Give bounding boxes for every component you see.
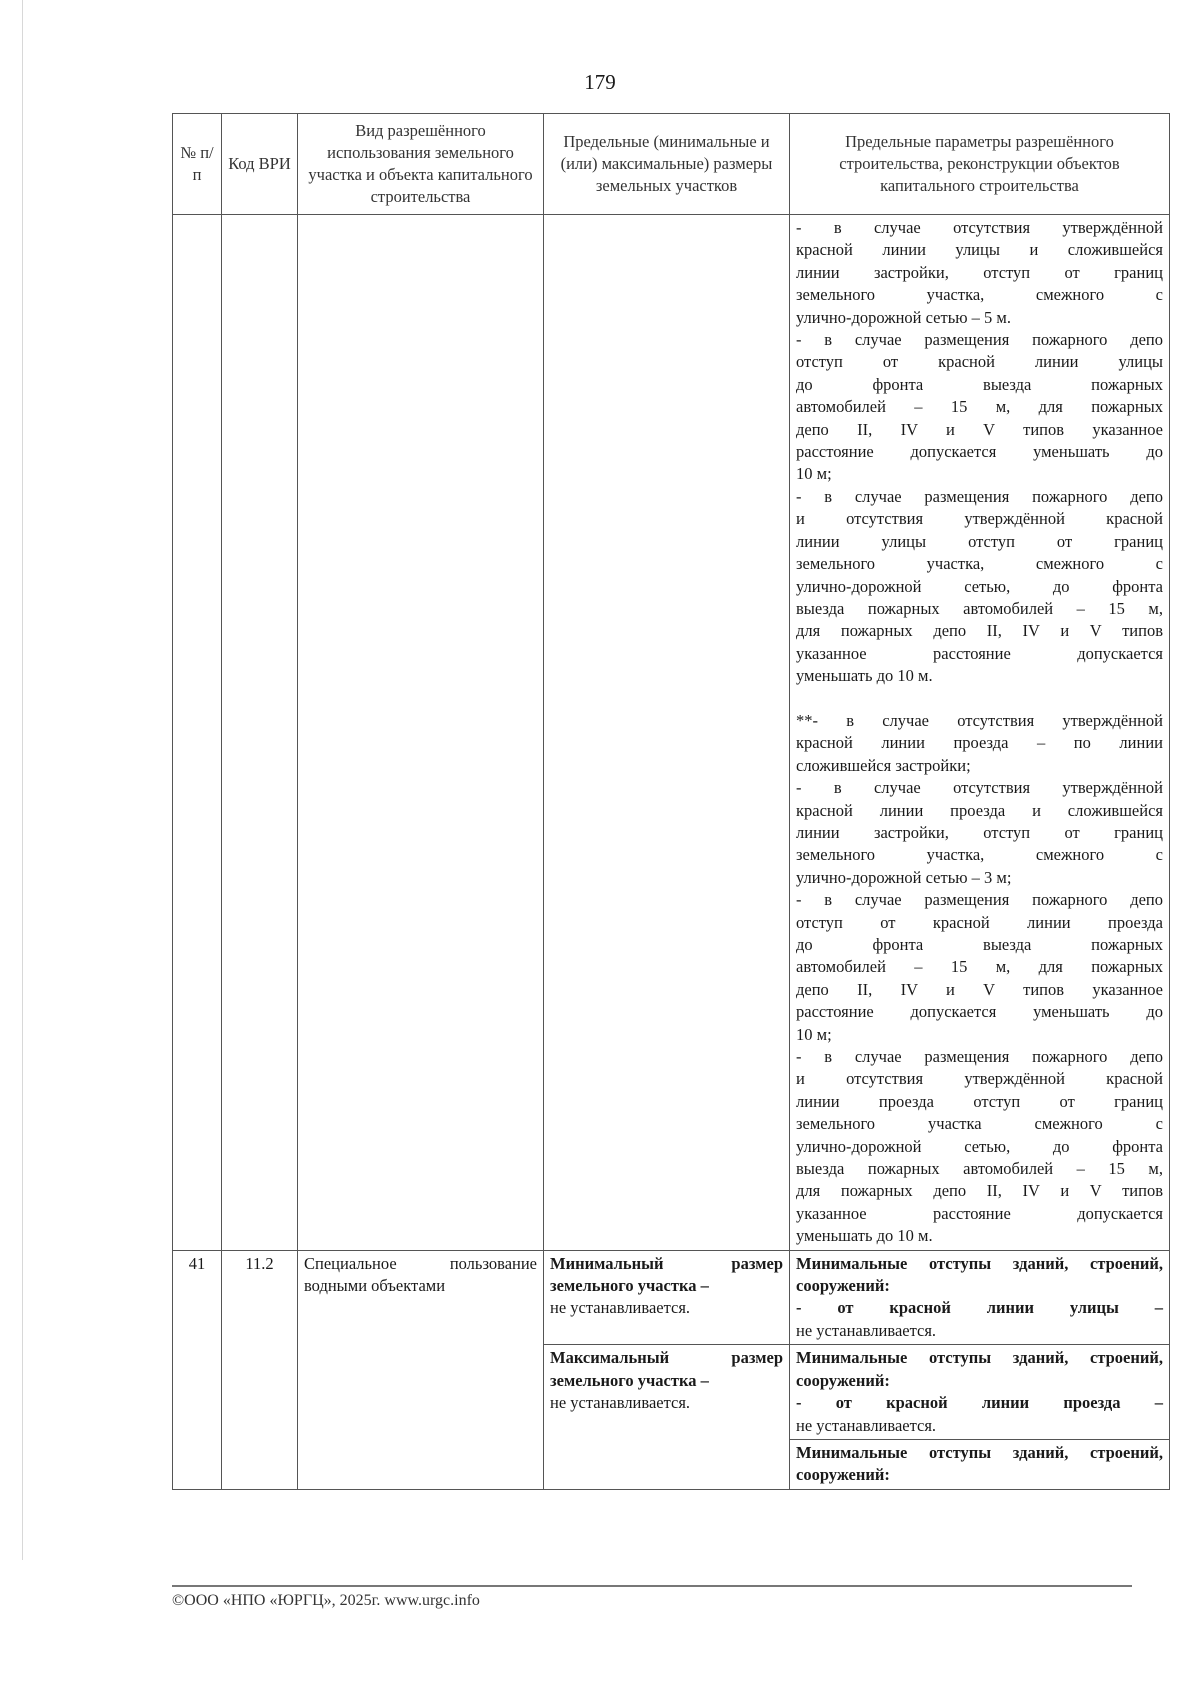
text-line: выезда пожарных автомобилей – 15 м, <box>796 1159 1163 1179</box>
text-line: автомобилей – 15 м, для пожарных <box>796 397 1163 417</box>
text-line: выезда пожарных автомобилей – 15 м, <box>796 598 1163 618</box>
size-max-title: Максимальный размер земельного участка – <box>550 1348 783 1390</box>
header-parameters: Предельные параметры разрешённого строительства, реконструкции объектов капитального строительства <box>790 114 1170 215</box>
page-number: 179 <box>584 70 616 94</box>
text-line: красной линии улицы и сложившейся <box>796 240 1163 260</box>
size-min-title: Минимальный размер земельного участка – <box>550 1253 783 1296</box>
header-code: Код ВРИ <box>222 114 298 215</box>
cell-empty <box>173 215 222 1251</box>
table-row-continuation <box>173 215 1170 1251</box>
text-line: - в случае размещения пожарного депо <box>796 890 1163 910</box>
text-line: для пожарных депо II, IV и V типов <box>796 621 1163 641</box>
cell-size-min <box>544 1250 790 1345</box>
scan-margin-line <box>22 0 23 1560</box>
text-line: расстояние допускается уменьшать до <box>796 442 1163 462</box>
table-header-row <box>173 114 1170 215</box>
param-1-value: не устанавливается. <box>796 1320 937 1340</box>
cell-empty <box>222 215 298 1251</box>
text-line: земельного участка, смежного с <box>796 845 1163 865</box>
text-line: и отсутствия утверждённой красной <box>796 1069 1163 1089</box>
param-1-text: - от красной линии улицы – <box>796 1298 1163 1318</box>
text-line: автомобилей – 15 м, для пожарных <box>796 957 1163 977</box>
cell-param-1 <box>790 1250 1170 1345</box>
cell-parameters-continuation <box>790 215 1170 1251</box>
size-min-value: не устанавливается. <box>550 1298 691 1318</box>
text-line: - в случае отсутствия утверждённой <box>796 778 1163 798</box>
cell-number: 41 <box>173 1250 222 1489</box>
text-line: улично-дорожной сетью, до фронта <box>796 1136 1163 1156</box>
text-line: 10 м; <box>796 1024 832 1044</box>
param-2-value: не устанавливается. <box>796 1415 937 1435</box>
header-number: № п/п <box>173 114 222 215</box>
text-line: отступ от красной линии улицы <box>796 352 1163 372</box>
text-line: **- в случае отсутствия утверждённой <box>796 710 1163 730</box>
param-2-text: - от красной линии проезда – <box>796 1393 1163 1413</box>
text-line: отступ от красной линии проезда <box>796 912 1163 932</box>
cell-param-2 <box>790 1345 1170 1440</box>
param-2-title: Минимальные отступы зданий, строений, сооружений: <box>796 1348 1163 1390</box>
text-line: до фронта выезда пожарных <box>796 374 1163 394</box>
cell-code: 11.2 <box>222 1250 298 1489</box>
text-line: указанное расстояние допускается <box>796 643 1163 663</box>
use-name-text: Специальное пользование водными объектами <box>304 1253 537 1296</box>
text-line: улично-дорожной сетью – 3 м; <box>796 867 1012 887</box>
regulations-table <box>172 113 1170 1490</box>
param-3-title: Минимальные отступы зданий, строений, сооружений: <box>796 1442 1163 1485</box>
text-line: до фронта выезда пожарных <box>796 934 1163 954</box>
text-line: линии застройки, отступ от границ <box>796 262 1163 282</box>
text-line: для пожарных депо II, IV и V типов <box>796 1181 1163 1201</box>
text-line: земельного участка, смежного с <box>796 285 1163 305</box>
paragraph-gap <box>796 688 1163 710</box>
text-line: красной линии проезда – по линии <box>796 733 1163 753</box>
text-line: - в случае отсутствия утверждённой <box>796 218 1163 237</box>
text-line: 10 м; <box>796 464 832 484</box>
text-line: - в случае размещения пожарного депо <box>796 1047 1163 1067</box>
cell-size-max <box>544 1345 790 1489</box>
text-line: земельного участка смежного с <box>796 1114 1163 1134</box>
footer-copyright: ©ООО «НПО «ЮРГЦ», 2025г. www.urgc.info <box>172 1592 480 1609</box>
text-line: расстояние допускается уменьшать до <box>796 1002 1163 1022</box>
text-line: уменьшать до 10 м. <box>796 666 933 686</box>
header-use-type: Вид разрешённого использования земельного участка и объекта капитального строительства <box>298 114 544 215</box>
footer-rule <box>172 1585 1132 1587</box>
header-plot-size: Предельные (минимальные и (или) максимальные) размеры земельных участков <box>544 114 790 215</box>
cell-empty <box>298 215 544 1251</box>
text-line: улично-дорожной сетью, до фронта <box>796 576 1163 596</box>
param-1-title: Минимальные отступы зданий, строений, сооружений: <box>796 1253 1163 1296</box>
text-line: земельного участка, смежного с <box>796 554 1163 574</box>
cell-empty <box>544 215 790 1251</box>
text-line: и отсутствия утверждённой красной <box>796 509 1163 529</box>
size-max-value: не устанавливается. <box>550 1393 691 1413</box>
text-line: красной линии проезда и сложившейся <box>796 800 1163 820</box>
text-line: - в случае размещения пожарного депо <box>796 330 1163 350</box>
table-row-41 <box>173 1250 1170 1345</box>
text-line: депо II, IV и V типов указанное <box>796 979 1163 999</box>
text-line: депо II, IV и V типов указанное <box>796 419 1163 439</box>
cell-param-3 <box>790 1439 1170 1489</box>
text-line: линии проезда отступ от границ <box>796 1091 1163 1111</box>
text-line: линии улицы отступ от границ <box>796 531 1163 551</box>
text-line: уменьшать до 10 м. <box>796 1226 933 1246</box>
text-line: сложившейся застройки; <box>796 755 971 775</box>
text-line: указанное расстояние допускается <box>796 1203 1163 1223</box>
text-line: - в случае размещения пожарного депо <box>796 486 1163 506</box>
text-line: улично-дорожной сетью – 5 м. <box>796 307 1011 327</box>
text-line: линии застройки, отступ от границ <box>796 822 1163 842</box>
cell-use-name <box>298 1250 544 1489</box>
